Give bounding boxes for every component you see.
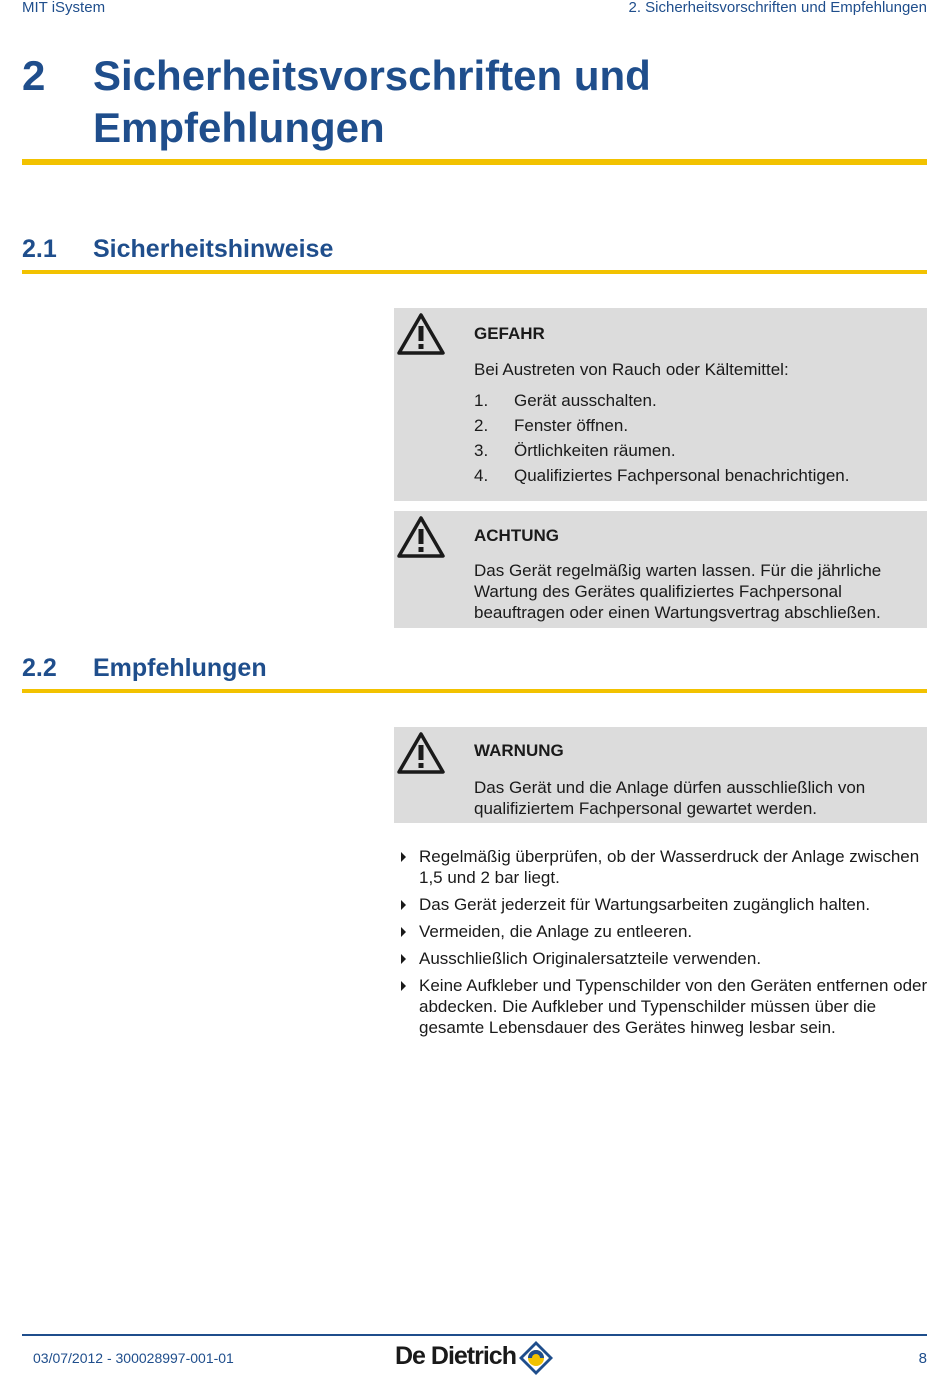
warning-triangle-icon xyxy=(396,312,446,356)
section-rule xyxy=(22,270,927,274)
section-number: 2.2 xyxy=(22,654,57,682)
chapter-title: Sicherheitsvorschriften und Empfehlungen xyxy=(93,52,651,151)
section-title: Empfehlungen xyxy=(93,654,267,682)
footer-date-ref: 03/07/2012 - 300028997-001-01 xyxy=(33,1350,234,1366)
header-left: MIT iSystem xyxy=(22,0,106,16)
page-number: 8 xyxy=(918,1350,927,1367)
list-item: Ausschließlich Originalersatzteile verwenden. xyxy=(394,948,934,969)
recommendations-list xyxy=(394,846,934,1044)
warning-triangle-icon xyxy=(396,731,446,775)
caution-text: Das Gerät regelmäßig warten lassen. Für die jährliche Wartung des Gerätes qualifiziertes Fachpersonal beauftragen oder einen Wartungsvertrag abschließen. xyxy=(474,561,882,622)
bullet-arrow-icon xyxy=(401,900,406,910)
warning-title: WARNUNG xyxy=(474,741,564,760)
logo-text: De Dietrich xyxy=(395,1342,516,1370)
section-number: 2.1 xyxy=(22,235,57,263)
section-rule xyxy=(22,689,927,693)
bullet-arrow-icon xyxy=(401,927,406,937)
footer-rule xyxy=(22,1334,927,1336)
bullet-arrow-icon xyxy=(401,852,406,862)
section-title: Sicherheitshinweise xyxy=(93,235,334,263)
caution-box xyxy=(394,511,927,628)
list-item: Keine Aufkleber und Typenschilder von den Geräten entfernen oder abdecken. Die Aufkleber und Typenschilder müssen über die gesamte Lebensdauer des Gerätes hinweg lesbar sein. xyxy=(394,975,934,1038)
list-item: Vermeiden, die Anlage zu entleeren. xyxy=(394,921,934,942)
bullet-arrow-icon xyxy=(401,954,406,964)
danger-title: GEFAHR xyxy=(474,324,545,343)
diamond-logo-icon xyxy=(518,1340,554,1376)
bullet-arrow-icon xyxy=(401,981,406,991)
list-item: Regelmäßig überprüfen, ob der Wasserdruck der Anlage zwischen 1,5 und 2 bar liegt. xyxy=(394,846,934,888)
header-right: 2. Sicherheitsvorschriften und Empfehlungen xyxy=(628,0,927,16)
warning-box xyxy=(394,727,927,823)
warning-text: Das Gerät und die Anlage dürfen ausschließlich von qualifiziertem Fachpersonal gewartet werden. xyxy=(474,778,866,818)
danger-intro: Bei Austreten von Rauch oder Kältemittel: xyxy=(474,360,789,379)
warning-triangle-icon xyxy=(396,515,446,559)
danger-box: GEFAHR Bei Austreten von Rauch oder Kältemittel: 1. Gerät ausschalten. 2. Fenster öffnen. 3. Örtlichkeiten räumen. 4. Qualifiziertes Fachpersonal benachrichtigen. xyxy=(394,308,927,501)
chapter-number: 2 xyxy=(22,52,46,99)
caution-title: ACHTUNG xyxy=(474,526,559,545)
chapter-rule xyxy=(22,159,927,165)
list-item: Das Gerät jederzeit für Wartungsarbeiten zugänglich halten. xyxy=(394,894,934,915)
